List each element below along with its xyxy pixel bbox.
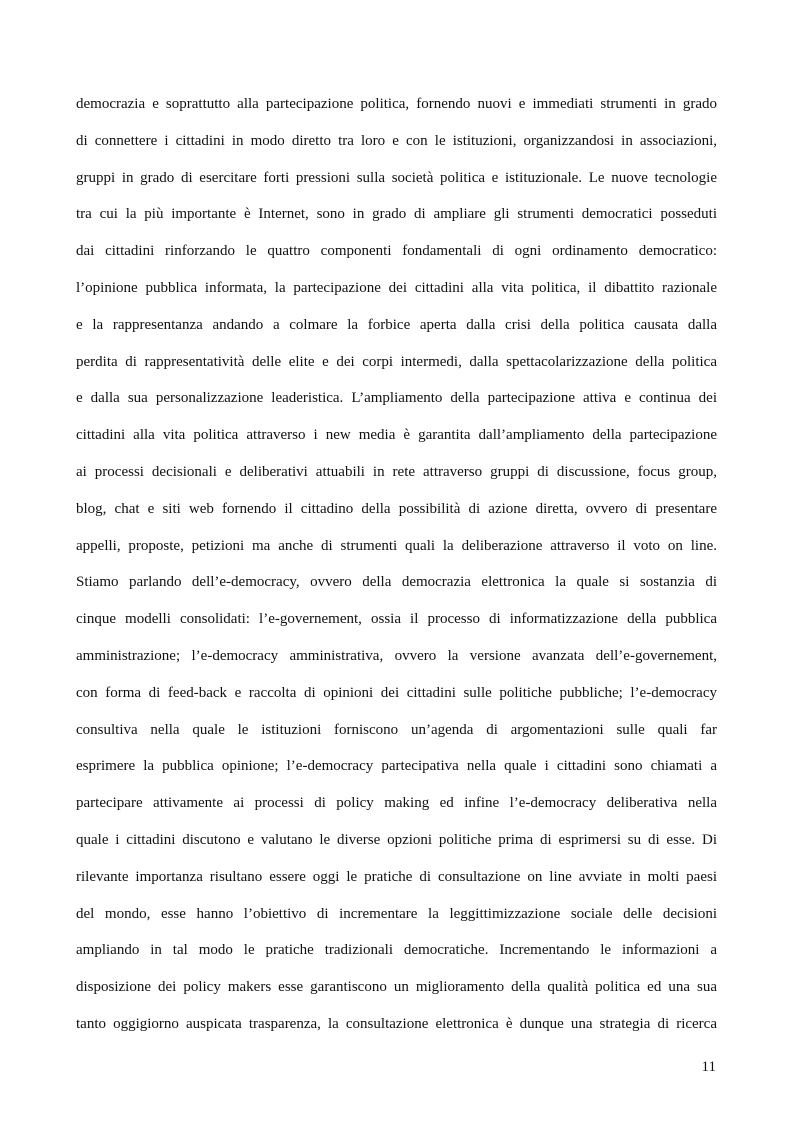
- text-line: del mondo, esse hanno l’obiettivo di incrementare la leggittimizzazione sociale delle decisioni: [76, 905, 717, 922]
- text-line: partecipare attivamente ai processi di policy making ed infine l’e-democracy deliberativa nella: [76, 795, 717, 812]
- text-line: tanto oggigiorno auspicata trasparenza, la consultazione elettronica è dunque una strategia di ricerca: [76, 1015, 717, 1032]
- page-number: 11: [701, 1059, 716, 1075]
- text-line: appelli, proposte, petizioni ma anche di strumenti quali la deliberazione attraverso il voto on line.: [76, 537, 717, 554]
- text-line: e la rappresentanza andando a colmare la forbice aperta dalla crisi della politica causata dalla: [76, 316, 717, 333]
- text-line: amministrazione; l’e-democracy amministrativa, ovvero la versione avanzata dell’e-governement,: [76, 647, 717, 664]
- text-line: perdita di rappresentatività delle elite e dei corpi intermedi, dalla spettacolarizzazione della politica: [76, 353, 717, 370]
- text-line: quale i cittadini discutono e valutano le diverse opzioni politiche prima di esprimersi su di esse. Di: [76, 831, 717, 848]
- text-line: cinque modelli consolidati: l’e-governement, ossia il processo di informatizzazione della pubblica: [76, 611, 717, 628]
- text-line: ampliando in tal modo le pratiche tradizionali democratiche. Incrementando le informazioni a: [76, 942, 717, 959]
- text-line: disposizione dei policy makers esse garantiscono un miglioramento della qualità politica ed una sua: [76, 979, 717, 996]
- text-line: dai cittadini rinforzando le quattro componenti fondamentali di ogni ordinamento democratico:: [76, 243, 717, 260]
- text-line: e dalla sua personalizzazione leaderistica. L’ampliamento della partecipazione attiva e continua dei: [76, 390, 717, 407]
- text-line: democrazia e soprattutto alla partecipazione politica, fornendo nuovi e immediati strumenti in grado: [76, 96, 717, 112]
- text-line: ai processi decisionali e deliberativi attuabili in rete attraverso gruppi di discussione, focus group,: [76, 463, 717, 480]
- text-line: l’opinione pubblica informata, la partecipazione dei cittadini alla vita politica, il dibattito razionale: [76, 279, 717, 296]
- text-line: gruppi in grado di esercitare forti pressioni sulla società politica e istituzionale. Le nuove tecnologie: [76, 169, 717, 186]
- text-line: esprimere la pubblica opinione; l’e-democracy partecipativa nella quale i cittadini sono chiamati a: [76, 758, 717, 775]
- text-line: consultiva nella quale le istituzioni forniscono un’agenda di argomentazioni sulle quali far: [76, 721, 717, 738]
- text-line: Stiamo parlando dell’e-democracy, ovvero della democrazia elettronica la quale si sostanzia di: [76, 574, 717, 591]
- body-paragraph: [76, 90, 717, 1047]
- text-line: cittadini alla vita politica attraverso i new media è garantita dall’ampliamento della partecipazione: [76, 427, 717, 444]
- text-line: blog, chat e siti web fornendo il cittadino della possibilità di azione diretta, ovvero di presentare: [76, 500, 717, 517]
- text-line: tra cui la più importante è Internet, sono in grado di ampliare gli strumenti democratici posseduti: [76, 206, 717, 223]
- text-line: di connettere i cittadini in modo diretto tra loro e con le istituzioni, organizzandosi in associazioni,: [76, 132, 717, 149]
- text-line: rilevante importanza risultano essere oggi le pratiche di consultazione on line avviate in molti paesi: [76, 868, 717, 885]
- text-line: con forma di feed-back e raccolta di opinioni dei cittadini sulle politiche pubbliche; l’e-democracy: [76, 684, 717, 701]
